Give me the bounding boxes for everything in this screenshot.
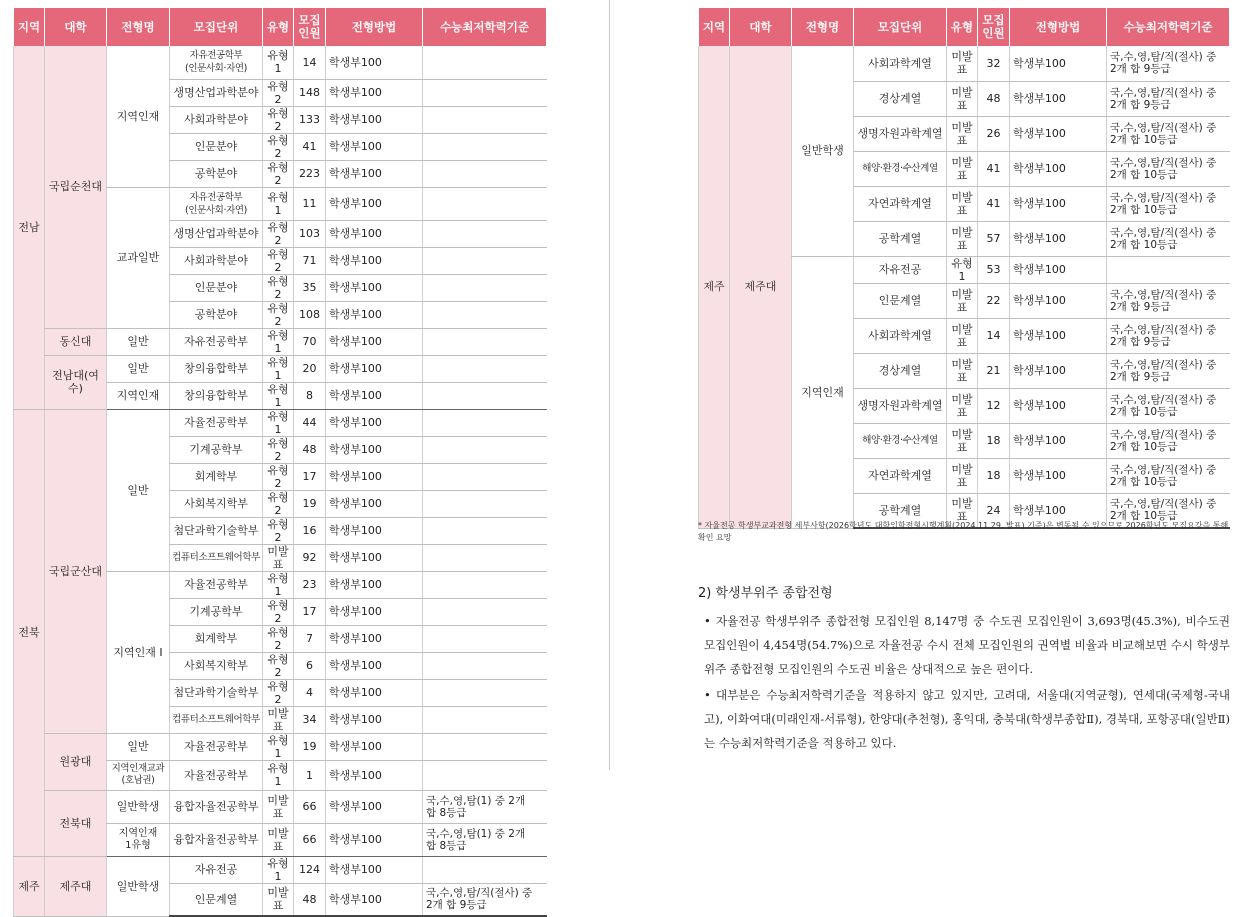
cell-method: 학생부100 [326, 355, 423, 382]
header-csat-minimum: 수능최저학력기준 [423, 8, 547, 46]
cell-recruit-unit: 해양·환경·수산계열 [854, 423, 947, 458]
cell-quota: 21 [978, 353, 1010, 388]
cell-csat-minimum [423, 220, 547, 247]
cell-csat-minimum [423, 382, 547, 409]
cell-csat-minimum [423, 46, 547, 79]
cell-type: 유형1 [263, 409, 294, 436]
bullet-item [704, 683, 1230, 755]
cell-admission-name: 일반 [107, 409, 170, 571]
cell-type: 유형2 [263, 79, 294, 106]
bullet-text: 자율전공 학생부위주 종합전형 모집인원 8,147명 중 수도권 모집인원이 3,693명(45.3%), 비수도권 모집인원이 4,454명(54.7%)으로 자율전공 수시 전체 모집인원의 권역별 비율과 비교해보면 수시 학생부위주 종합전형 모집인원의 수도권 비율은 상대적으로 높은 편이다. [704, 614, 1231, 676]
cell-type: 유형2 [263, 160, 294, 187]
cell-recruit-unit: 공학계열 [854, 493, 947, 528]
cell-csat-minimum [423, 706, 547, 733]
cell-method: 학생부100 [1010, 318, 1107, 353]
cell-csat-minimum [423, 328, 547, 355]
cell-csat-minimum [423, 436, 547, 463]
cell-recruit-unit: 기계공학부 [170, 598, 263, 625]
cell-method: 학생부100 [1010, 458, 1107, 493]
cell-quota: 23 [294, 571, 326, 598]
header-region: 지역 [14, 8, 45, 46]
cell-quota: 18 [978, 458, 1010, 493]
cell-type: 유형1 [263, 571, 294, 598]
cell-recruit-unit: 인문계열 [170, 883, 263, 916]
cell-method: 학생부100 [326, 436, 423, 463]
cell-type: 미발표 [947, 221, 978, 256]
header-region: 지역 [699, 8, 730, 46]
header-university: 대학 [730, 8, 792, 46]
cell-recruit-unit: 회계학부 [170, 625, 263, 652]
cell-type: 유형2 [263, 679, 294, 706]
cell-region: 제주 [699, 46, 730, 528]
cell-admission-name: 지역인재교과 (호남권) [107, 760, 170, 790]
cell-recruit-unit: 인문분야 [170, 133, 263, 160]
cell-csat-minimum: 국,수,영,탐/직(절사) 중 2개 합 10등급 [1107, 458, 1230, 493]
cell-recruit-unit: 사회복지학부 [170, 490, 263, 517]
cell-type: 유형1 [263, 856, 294, 883]
cell-region: 전북 [14, 409, 45, 856]
header-university: 대학 [45, 8, 107, 46]
cell-quota: 32 [978, 46, 1010, 81]
header-type: 유형 [947, 8, 978, 46]
cell-method: 학생부100 [326, 856, 423, 883]
cell-method: 학생부100 [326, 706, 423, 733]
cell-method: 학생부100 [1010, 353, 1107, 388]
header-recruit-unit: 모집단위 [854, 8, 947, 46]
cell-method: 학생부100 [326, 790, 423, 823]
cell-university: 전북대 [45, 790, 107, 856]
cell-csat-minimum [423, 856, 547, 883]
cell-method: 학생부100 [326, 220, 423, 247]
cell-csat-minimum: 국,수,영,탐/직(절사) 중 2개 합 10등급 [1107, 116, 1230, 151]
cell-admission-name: 일반학생 [107, 790, 170, 823]
cell-recruit-unit: 융합자율전공학부 [170, 823, 263, 856]
table-row [699, 46, 1230, 81]
cell-csat-minimum: 국,수,영,탐/직(절사) 중 2개 합 9등급 [1107, 318, 1230, 353]
header-admission-name: 전형명 [792, 8, 854, 46]
cell-quota: 22 [978, 283, 1010, 318]
cell-method: 학생부100 [326, 571, 423, 598]
cell-recruit-unit: 생명산업과학분야 [170, 79, 263, 106]
cell-recruit-unit: 자율전공학부 [170, 760, 263, 790]
table-row [14, 733, 547, 760]
bullet-dot-icon: • [704, 688, 711, 702]
cell-admission-name: 지역인재 [107, 382, 170, 409]
cell-quota: 124 [294, 856, 326, 883]
bullet-item [704, 609, 1230, 681]
cell-type: 미발표 [947, 151, 978, 186]
cell-recruit-unit: 컴퓨터소프트웨어학부 [170, 544, 263, 571]
cell-method: 학생부100 [326, 79, 423, 106]
cell-region: 제주 [14, 856, 45, 916]
cell-type: 유형1 [263, 46, 294, 79]
cell-quota: 48 [294, 883, 326, 916]
cell-type: 유형1 [947, 256, 978, 283]
cell-quota: 53 [978, 256, 1010, 283]
cell-csat-minimum [1107, 256, 1230, 283]
cell-quota: 14 [978, 318, 1010, 353]
cell-quota: 8 [294, 382, 326, 409]
cell-method: 학생부100 [326, 133, 423, 160]
cell-recruit-unit: 자유전공학부 [170, 328, 263, 355]
cell-recruit-unit: 기계공학부 [170, 436, 263, 463]
cell-csat-minimum [423, 490, 547, 517]
cell-method: 학생부100 [326, 490, 423, 517]
header-recruit-unit: 모집단위 [170, 8, 263, 46]
cell-csat-minimum [423, 652, 547, 679]
cell-recruit-unit: 자율전공학부 [170, 571, 263, 598]
cell-quota: 26 [978, 116, 1010, 151]
table-row [14, 790, 547, 823]
right-admission-table [698, 8, 1230, 529]
cell-admission-name: 일반 [107, 733, 170, 760]
cell-csat-minimum: 국,수,영,탐/직(절사) 중 2개 합 9등급 [1107, 353, 1230, 388]
cell-quota: 66 [294, 823, 326, 856]
table-row [14, 409, 547, 436]
cell-type: 미발표 [263, 823, 294, 856]
cell-method: 학생부100 [1010, 81, 1107, 116]
cell-method: 학생부100 [326, 301, 423, 328]
cell-recruit-unit: 첨단과학기술학부 [170, 517, 263, 544]
header-quota: 모집 인원 [294, 8, 326, 46]
cell-method: 학생부100 [326, 382, 423, 409]
cell-quota: 35 [294, 274, 326, 301]
cell-type: 미발표 [947, 318, 978, 353]
cell-type: 유형2 [263, 247, 294, 274]
cell-csat-minimum [423, 301, 547, 328]
header-quota: 모집 인원 [978, 8, 1010, 46]
cell-recruit-unit: 자연과학계열 [854, 458, 947, 493]
cell-type: 미발표 [263, 883, 294, 916]
cell-method: 학생부100 [326, 652, 423, 679]
cell-method: 학생부100 [326, 679, 423, 706]
cell-type: 유형1 [263, 382, 294, 409]
cell-method: 학생부100 [326, 160, 423, 187]
cell-university: 제주대 [45, 856, 107, 916]
cell-quota: 1 [294, 760, 326, 790]
cell-quota: 92 [294, 544, 326, 571]
cell-recruit-unit: 사회과학분야 [170, 106, 263, 133]
cell-type: 미발표 [947, 493, 978, 528]
header-csat-minimum: 수능최저학력기준 [1107, 8, 1230, 46]
cell-csat-minimum [423, 160, 547, 187]
cell-type: 유형2 [263, 625, 294, 652]
cell-recruit-unit: 첨단과학기술학부 [170, 679, 263, 706]
cell-method: 학생부100 [326, 328, 423, 355]
cell-quota: 17 [294, 598, 326, 625]
cell-quota: 70 [294, 328, 326, 355]
cell-university: 전남대(여수) [45, 355, 107, 409]
cell-csat-minimum: 국,수,영,탐/직(절사) 중 2개 합 10등급 [1107, 493, 1230, 528]
cell-type: 미발표 [947, 388, 978, 423]
cell-recruit-unit: 생명자원과학계열 [854, 388, 947, 423]
cell-quota: 34 [294, 706, 326, 733]
cell-type: 유형2 [263, 274, 294, 301]
cell-method: 학생부100 [326, 544, 423, 571]
cell-csat-minimum: 국,수,영,탐/직(절사) 중 2개 합 10등급 [1107, 423, 1230, 458]
footnote: * 자율전공 학생부교과전형 세부사항(2026학년도 대학입학전형시행계획(2024.11.29. 발표) 기준)은 변동될 수 있으므로 2026학년도 모집요강을 통해 확인 요망 [698, 521, 1229, 542]
cell-csat-minimum [423, 760, 547, 790]
table-row [14, 355, 547, 382]
cell-csat-minimum [423, 355, 547, 382]
bullet-text: 대부분은 수능최저학력기준을 적용하지 않고 있지만, 고려대, 서울대(지역균형), 연세대(국제형-국내고), 이화여대(미래인재-서류형), 한양대(추천형), 홍익대, 충북대(학생부종합Ⅱ), 경북대, 포항공대(일반Ⅱ)는 수능최저학력기준을 적용하고 있다. [704, 688, 1230, 750]
cell-recruit-unit: 컴퓨터소프트웨어학부 [170, 706, 263, 733]
cell-type: 유형2 [263, 463, 294, 490]
cell-csat-minimum [423, 187, 547, 220]
cell-method: 학생부100 [1010, 46, 1107, 81]
cell-csat-minimum: 국,수,영,탐/직(절사) 중 2개 합 10등급 [1107, 388, 1230, 423]
cell-method: 학생부100 [326, 106, 423, 133]
cell-type: 유형2 [263, 133, 294, 160]
cell-quota: 223 [294, 160, 326, 187]
cell-type: 미발표 [947, 186, 978, 221]
cell-quota: 20 [294, 355, 326, 382]
cell-method: 학생부100 [1010, 186, 1107, 221]
cell-recruit-unit: 자율전공학부 [170, 733, 263, 760]
cell-method: 학생부100 [326, 463, 423, 490]
cell-csat-minimum [423, 517, 547, 544]
cell-admission-name: 지역인재 I [107, 571, 170, 733]
cell-method: 학생부100 [326, 274, 423, 301]
cell-csat-minimum [423, 598, 547, 625]
cell-recruit-unit: 자유전공 [854, 256, 947, 283]
cell-type: 미발표 [263, 706, 294, 733]
cell-quota: 44 [294, 409, 326, 436]
cell-method: 학생부100 [326, 760, 423, 790]
header-method: 전형방법 [1010, 8, 1107, 46]
cell-csat-minimum [423, 544, 547, 571]
cell-csat-minimum [423, 409, 547, 436]
cell-quota: 6 [294, 652, 326, 679]
header-admission-name: 전형명 [107, 8, 170, 46]
cell-quota: 18 [978, 423, 1010, 458]
bullet-dot-icon: • [704, 614, 711, 628]
cell-quota: 108 [294, 301, 326, 328]
cell-quota: 24 [978, 493, 1010, 528]
cell-type: 미발표 [263, 544, 294, 571]
cell-recruit-unit: 회계학부 [170, 463, 263, 490]
cell-type: 미발표 [947, 81, 978, 116]
cell-recruit-unit: 인문분야 [170, 274, 263, 301]
cell-method: 학생부100 [1010, 283, 1107, 318]
cell-quota: 103 [294, 220, 326, 247]
cell-quota: 17 [294, 463, 326, 490]
cell-csat-minimum [423, 133, 547, 160]
cell-csat-minimum [423, 274, 547, 301]
cell-recruit-unit: 사회복지학부 [170, 652, 263, 679]
cell-type: 유형2 [263, 301, 294, 328]
cell-method: 학생부100 [326, 598, 423, 625]
cell-type: 유형2 [263, 106, 294, 133]
cell-recruit-unit: 경상계열 [854, 353, 947, 388]
cell-type: 유형1 [263, 328, 294, 355]
right-header-row [699, 8, 1230, 46]
cell-quota: 48 [294, 436, 326, 463]
cell-recruit-unit: 생명산업과학분야 [170, 220, 263, 247]
cell-csat-minimum [423, 106, 547, 133]
cell-type: 유형1 [263, 760, 294, 790]
cell-method: 학생부100 [326, 247, 423, 274]
cell-type: 미발표 [947, 116, 978, 151]
cell-recruit-unit: 해양·환경·수산계열 [854, 151, 947, 186]
cell-type: 유형1 [263, 187, 294, 220]
cell-region: 전남 [14, 46, 45, 409]
cell-quota: 19 [294, 490, 326, 517]
cell-quota: 7 [294, 625, 326, 652]
cell-method: 학생부100 [326, 409, 423, 436]
cell-type: 미발표 [947, 283, 978, 318]
cell-university: 제주대 [730, 46, 792, 528]
cell-admission-name: 지역인재 [792, 256, 854, 528]
cell-quota: 66 [294, 790, 326, 823]
cell-csat-minimum: 국,수,영,탐/직(절사) 중 2개 합 10등급 [1107, 221, 1230, 256]
cell-csat-minimum: 국,수,영,탐/직(절사) 중 2개 합 10등급 [1107, 186, 1230, 221]
cell-method: 학생부100 [1010, 423, 1107, 458]
cell-admission-name: 교과일반 [107, 187, 170, 328]
cell-quota: 148 [294, 79, 326, 106]
cell-recruit-unit: 공학분야 [170, 160, 263, 187]
cell-method: 학생부100 [1010, 493, 1107, 528]
cell-method: 학생부100 [326, 823, 423, 856]
table-row [14, 46, 547, 79]
cell-university: 동신대 [45, 328, 107, 355]
cell-quota: 19 [294, 733, 326, 760]
section-title: 2) 학생부위주 종합전형 [698, 586, 833, 601]
cell-admission-name: 일반학생 [107, 856, 170, 916]
cell-recruit-unit: 융합자율전공학부 [170, 790, 263, 823]
cell-type: 유형1 [263, 733, 294, 760]
cell-csat-minimum [423, 679, 547, 706]
cell-method: 학생부100 [326, 46, 423, 79]
cell-quota: 57 [978, 221, 1010, 256]
cell-recruit-unit: 공학분야 [170, 301, 263, 328]
cell-csat-minimum: 국,수,영,탐/직(절사) 중 2개 합 10등급 [1107, 151, 1230, 186]
cell-type: 유형2 [263, 652, 294, 679]
cell-type: 미발표 [263, 790, 294, 823]
cell-university: 국립순천대 [45, 46, 107, 328]
cell-recruit-unit: 인문계열 [854, 283, 947, 318]
header-method: 전형방법 [326, 8, 423, 46]
left-header-row [14, 8, 547, 46]
cell-csat-minimum: 국,수,영,탐(1) 중 2개 합 8등급 [423, 790, 547, 823]
cell-recruit-unit: 공학계열 [854, 221, 947, 256]
cell-university: 원광대 [45, 733, 107, 790]
cell-csat-minimum: 국,수,영,탐/직(절사) 중 2개 합 9등급 [423, 883, 547, 916]
cell-method: 학생부100 [1010, 388, 1107, 423]
cell-quota: 16 [294, 517, 326, 544]
cell-type: 미발표 [947, 458, 978, 493]
header-type: 유형 [263, 8, 294, 46]
cell-quota: 41 [294, 133, 326, 160]
cell-csat-minimum: 국,수,영,탐/직(절사) 중 2개 합 9등급 [1107, 81, 1230, 116]
table-row [14, 856, 547, 883]
cell-recruit-unit: 자유전공학부 (인문사회·자연) [170, 187, 263, 220]
cell-method: 학생부100 [326, 187, 423, 220]
cell-recruit-unit: 사회과학계열 [854, 318, 947, 353]
cell-csat-minimum [423, 79, 547, 106]
cell-type: 유형2 [263, 436, 294, 463]
cell-type: 유형2 [263, 220, 294, 247]
cell-csat-minimum [423, 571, 547, 598]
cell-method: 학생부100 [1010, 221, 1107, 256]
cell-quota: 133 [294, 106, 326, 133]
cell-method: 학생부100 [326, 733, 423, 760]
cell-type: 미발표 [947, 423, 978, 458]
cell-admission-name: 일반학생 [792, 46, 854, 256]
cell-recruit-unit: 자유전공 [170, 856, 263, 883]
cell-type: 유형2 [263, 490, 294, 517]
cell-recruit-unit: 자연과학계열 [854, 186, 947, 221]
cell-quota: 41 [978, 186, 1010, 221]
cell-csat-minimum: 국,수,영,탐/직(절사) 중 2개 합 9등급 [1107, 46, 1230, 81]
cell-recruit-unit: 경상계열 [854, 81, 947, 116]
cell-quota: 41 [978, 151, 1010, 186]
cell-admission-name: 일반 [107, 355, 170, 382]
cell-recruit-unit: 자율전공학부 [170, 409, 263, 436]
cell-type: 미발표 [947, 46, 978, 81]
page-divider [609, 0, 610, 770]
cell-quota: 14 [294, 46, 326, 79]
left-admission-table [13, 8, 547, 917]
cell-type: 미발표 [947, 353, 978, 388]
cell-recruit-unit: 사회과학계열 [854, 46, 947, 81]
cell-recruit-unit: 창의융합학부 [170, 355, 263, 382]
cell-type: 유형1 [263, 355, 294, 382]
cell-type: 유형2 [263, 517, 294, 544]
cell-method: 학생부100 [1010, 151, 1107, 186]
cell-csat-minimum: 국,수,영,탐/직(절사) 중 2개 합 9등급 [1107, 283, 1230, 318]
cell-csat-minimum [423, 733, 547, 760]
cell-method: 학생부100 [326, 625, 423, 652]
table-row [14, 328, 547, 355]
cell-method: 학생부100 [326, 883, 423, 916]
cell-method: 학생부100 [1010, 256, 1107, 283]
cell-quota: 48 [978, 81, 1010, 116]
cell-method: 학생부100 [326, 517, 423, 544]
cell-recruit-unit: 창의융합학부 [170, 382, 263, 409]
cell-admission-name: 일반 [107, 328, 170, 355]
cell-admission-name: 지역인재 [107, 46, 170, 187]
cell-university: 국립군산대 [45, 409, 107, 733]
cell-admission-name: 지역인재 1유형 [107, 823, 170, 856]
cell-recruit-unit: 생명자원과학계열 [854, 116, 947, 151]
cell-quota: 11 [294, 187, 326, 220]
cell-quota: 4 [294, 679, 326, 706]
cell-recruit-unit: 사회과학분야 [170, 247, 263, 274]
cell-recruit-unit: 자유전공학부 (인문사회·자연) [170, 46, 263, 79]
cell-csat-minimum: 국,수,영,탐(1) 중 2개 합 8등급 [423, 823, 547, 856]
cell-csat-minimum [423, 625, 547, 652]
cell-quota: 12 [978, 388, 1010, 423]
cell-csat-minimum [423, 247, 547, 274]
cell-method: 학생부100 [1010, 116, 1107, 151]
cell-csat-minimum [423, 463, 547, 490]
cell-type: 유형2 [263, 598, 294, 625]
cell-quota: 71 [294, 247, 326, 274]
